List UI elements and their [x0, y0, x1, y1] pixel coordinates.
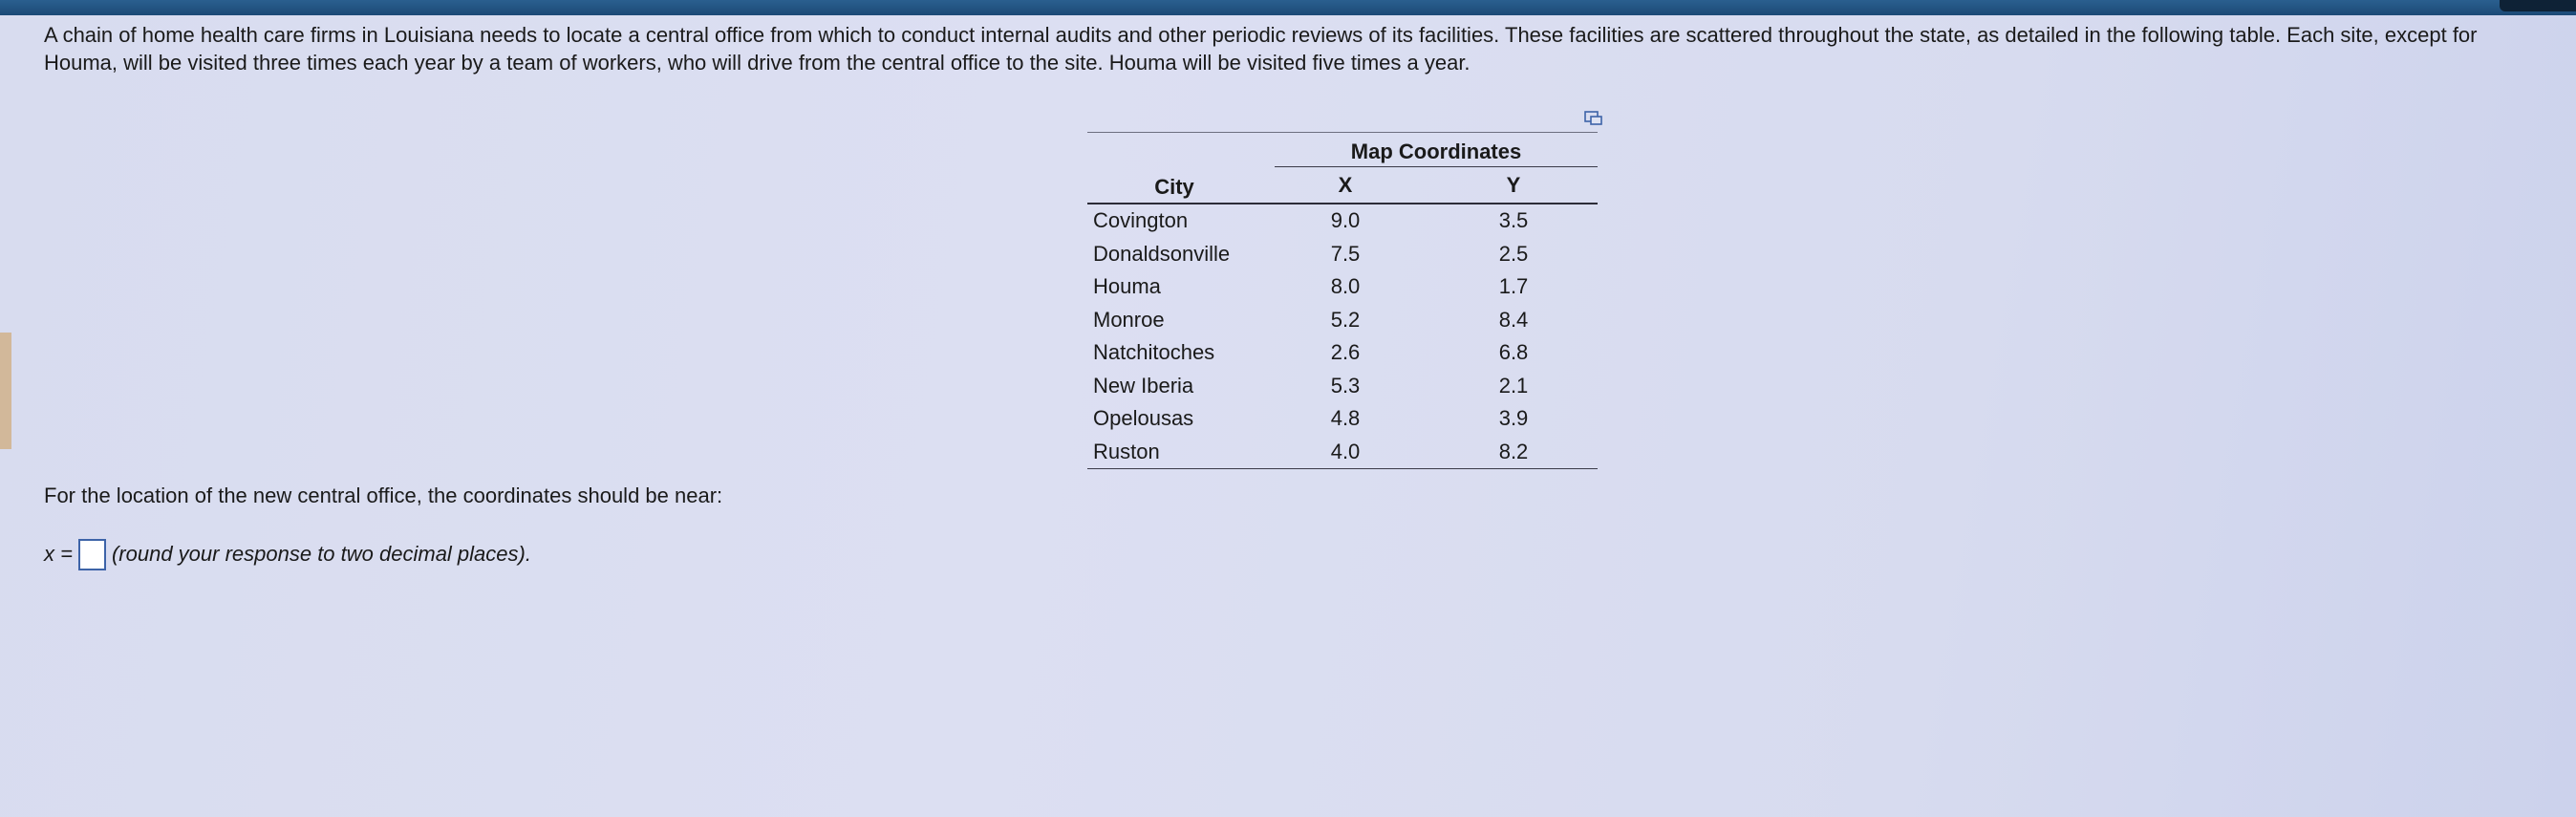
y-column-header: Y: [1429, 167, 1598, 204]
x-cell: 5.2: [1330, 307, 1361, 332]
x-cell: 5.3: [1330, 373, 1361, 398]
table-column-header-row: [1087, 167, 1598, 204]
table-row: [1087, 304, 1598, 337]
coordinates-table: [1087, 135, 1598, 469]
top-bar-corner: [2500, 0, 2576, 11]
city-cell: Monroe: [1093, 307, 1165, 332]
y-cell: 6.8: [1498, 340, 1529, 365]
table-row: [1087, 238, 1598, 271]
city-cell: Opelousas: [1093, 406, 1194, 431]
question-prompt: For the location of the new central office, the coordinates should be near:: [44, 484, 723, 507]
y-cell: 3.9: [1498, 406, 1529, 431]
x-cell: 2.6: [1330, 340, 1361, 365]
table-row: [1087, 402, 1598, 436]
table-row: [1087, 436, 1598, 469]
city-cell: Ruston: [1087, 436, 1261, 469]
x-variable-label: x =: [44, 542, 73, 566]
x-cell: 7.5: [1330, 241, 1361, 266]
problem-statement: A chain of home health care firms in Louisiana needs to locate a central office from which to conduct internal audits and other periodic reviews of its facilities. These facilities are scattered throughout the state, as detailed in the following table. Each site, except for Houma, will be visited three times each year by a team of workers, who will drive from the central office to the site. Houma will be visited five times a year.: [44, 23, 2478, 75]
city-cell: New Iberia: [1093, 373, 1194, 398]
map-coordinates-header: Map Coordinates: [1261, 135, 1598, 167]
y-cell: 8.2: [1429, 436, 1598, 469]
table-row: [1087, 204, 1598, 238]
city-cell: Covington: [1093, 208, 1189, 233]
y-cell: 8.4: [1498, 307, 1529, 332]
rounding-hint: (round your response to two decimal places).: [111, 542, 531, 566]
city-cell: Houma: [1093, 274, 1161, 299]
table-row: [1087, 270, 1598, 304]
city-cell: Natchitoches: [1093, 340, 1215, 365]
y-cell: 3.5: [1498, 208, 1529, 233]
x-cell: 4.0: [1261, 436, 1429, 469]
city-column-header: City: [1087, 167, 1261, 204]
city-cell: Donaldsonville: [1093, 241, 1231, 266]
x-cell: 4.8: [1330, 406, 1361, 431]
x-cell: 9.0: [1330, 208, 1361, 233]
popout-icon[interactable]: [1584, 111, 1603, 126]
side-tab[interactable]: [0, 333, 11, 449]
table-group-header-row: [1087, 135, 1598, 167]
y-cell: 2.1: [1498, 373, 1529, 398]
y-cell: 2.5: [1498, 241, 1529, 266]
y-cell: 1.7: [1498, 274, 1529, 299]
table-row: [1087, 370, 1598, 403]
x-cell: 8.0: [1330, 274, 1361, 299]
table-top-rule: [1087, 132, 1598, 133]
table-row: [1087, 336, 1598, 370]
answer-line: [44, 537, 531, 571]
x-column-header: X: [1261, 167, 1429, 204]
x-answer-input[interactable]: [78, 539, 106, 570]
top-bar: [0, 0, 2576, 15]
